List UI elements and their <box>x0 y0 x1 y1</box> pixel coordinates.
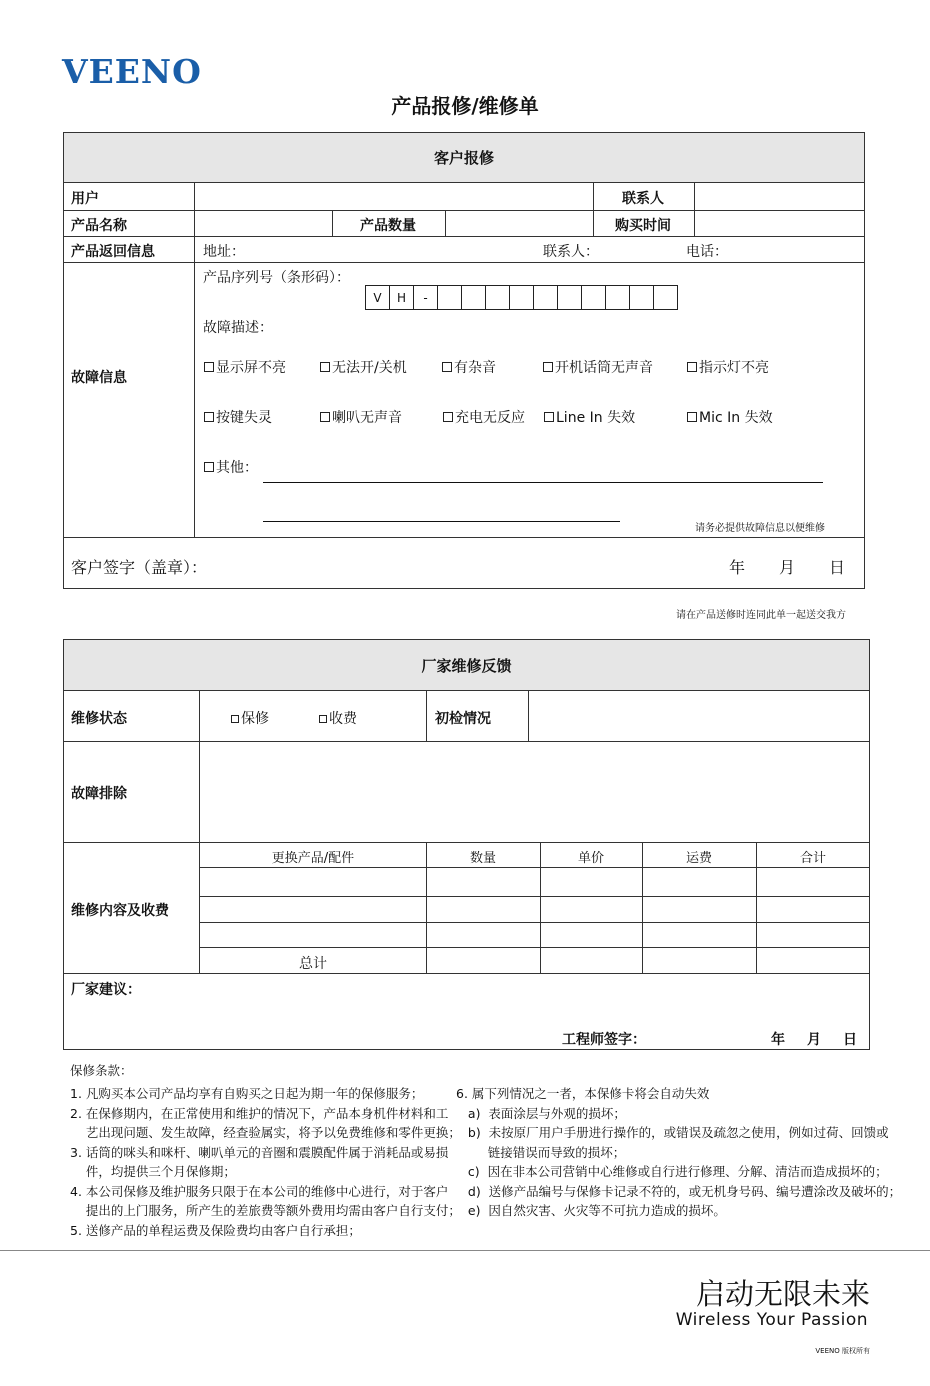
other-fault-line-1[interactable] <box>263 482 823 483</box>
fault-option-label: 喇叭无声音 <box>332 410 402 426</box>
col-shipping: 运费 <box>685 851 712 866</box>
fault-option-label: 其他： <box>216 460 258 476</box>
fault-option-label: Mic In 失效 <box>699 410 773 426</box>
content-fee-label: 维修内容及收费 <box>71 903 169 919</box>
terms-item: 链接错误而导致的损坏； <box>456 1144 626 1160</box>
factory-section-heading: 厂家维修反馈 <box>64 640 869 690</box>
checkbox-icon <box>319 715 327 723</box>
checkbox-icon <box>204 462 214 472</box>
fault-option-line-in[interactable] <box>544 407 635 427</box>
fault-option-label: 指示灯不亮 <box>699 360 769 376</box>
return-contact-label: 联系人： <box>543 244 599 260</box>
terms-item: 5. 送修产品的单程运费及保险费均由客户自行承担； <box>70 1222 361 1238</box>
fault-option-noise[interactable] <box>442 357 496 377</box>
contact-label: 联系人 <box>622 191 664 207</box>
sign-year: 年 <box>729 558 746 577</box>
contact-field[interactable] <box>696 184 864 209</box>
purchase-time-field[interactable] <box>696 212 864 235</box>
fault-info-label: 故障信息 <box>71 370 127 386</box>
fault-option-label: 充电无反应 <box>455 410 525 426</box>
footer-divider <box>0 1250 930 1251</box>
repair-status-label: 维修状态 <box>71 711 127 727</box>
engineer-month: 月 <box>807 1032 821 1048</box>
serial-box[interactable]: V <box>365 285 390 310</box>
initial-check-field[interactable] <box>530 692 868 740</box>
serial-box[interactable]: H <box>389 285 414 310</box>
serial-box[interactable]: - <box>413 285 438 310</box>
serial-box[interactable] <box>557 285 582 310</box>
engineer-sign-label: 工程师签字： <box>562 1032 646 1048</box>
terms-item: c) 因在非本公司营销中心维修或自行进行修理、分解、清洁而造成损坏的； <box>456 1164 888 1179</box>
fault-desc-label: 故障描述： <box>203 320 273 336</box>
terms-item: d) 送修产品编号与保修卡记录不符的，或无机身号码、编号遭涂改及破坏的； <box>456 1183 902 1199</box>
checkbox-icon <box>204 412 214 422</box>
fault-option-keys[interactable] <box>204 407 272 427</box>
fault-option-label: 有杂音 <box>454 360 496 376</box>
charge-option-label: 收费 <box>329 711 357 727</box>
user-label: 用户 <box>71 191 99 207</box>
terms-item: e) 因自然灾害、火灾等不可抗力造成的损坏。 <box>456 1203 726 1218</box>
purchase-time-label: 购买时间 <box>615 218 671 234</box>
checkbox-icon <box>687 362 697 372</box>
terms-item: 4. 本公司保修及维护服务只限于在本公司的维修中心进行，对于客户 <box>70 1183 449 1199</box>
footer-copyright: VEENO 版权所有 <box>815 1347 870 1355</box>
fault-option-other[interactable] <box>204 457 258 477</box>
suggestion-label: 厂家建议： <box>71 982 141 998</box>
engineer-day: 日 <box>843 1032 857 1048</box>
col-total: 合计 <box>799 851 826 866</box>
fault-option-label: 开机话筒无声音 <box>555 360 653 376</box>
fault-option-mic-silent[interactable] <box>543 357 653 377</box>
terms-item: 艺出现问题、发生故障，经查验属实，将予以免费维修和零件更换； <box>70 1125 461 1140</box>
warranty-option[interactable] <box>231 708 269 728</box>
footer-slogan: 启动无限未来 <box>695 1277 870 1311</box>
initial-check-label: 初检情况 <box>435 711 491 727</box>
sign-day: 日 <box>829 558 846 577</box>
engineer-year: 年 <box>771 1032 785 1048</box>
serial-box[interactable] <box>581 285 606 310</box>
checkbox-icon <box>204 362 214 372</box>
serial-box[interactable] <box>653 285 678 310</box>
other-fault-line-2[interactable] <box>263 521 620 522</box>
fault-option-mic-in[interactable] <box>687 407 773 427</box>
product-qty-field[interactable] <box>447 212 592 235</box>
user-field[interactable] <box>196 184 592 209</box>
fault-option-label: 显示屏不亮 <box>216 360 286 376</box>
terms-item: 提出的上门服务，所产生的差旅费等额外费用均需由客户自行支付； <box>70 1203 461 1218</box>
fault-option-screen[interactable] <box>204 357 286 377</box>
fault-option-charging[interactable] <box>443 407 525 427</box>
fault-note: 请务必提供故障信息以便维修 <box>695 523 825 534</box>
fault-option-label: Line In 失效 <box>556 410 636 426</box>
checkbox-icon <box>320 412 330 422</box>
serial-box[interactable] <box>605 285 630 310</box>
customer-signature-field[interactable] <box>230 540 710 586</box>
document-title: 产品报修/维修单 <box>391 94 539 118</box>
serial-box[interactable] <box>533 285 558 310</box>
terms-left <box>70 1084 461 1240</box>
terms-item: 3. 话筒的咪头和咪杆、喇叭单元的音圈和震膜配件属于消耗品或易损 <box>70 1144 449 1160</box>
serial-box[interactable] <box>437 285 462 310</box>
col-qty: 数量 <box>469 851 496 866</box>
serial-box[interactable] <box>461 285 486 310</box>
footer-slogan-en: Wireless Your Passion <box>675 1310 868 1330</box>
checkbox-icon <box>543 362 553 372</box>
fault-option-power[interactable] <box>320 357 407 377</box>
terms-item: b) 未按原厂用户手册进行操作的，或错误及疏忽之使用，例如过荷、回馈或 <box>456 1125 889 1140</box>
warranty-option-label: 保修 <box>241 711 269 727</box>
checkbox-icon <box>443 412 453 422</box>
terms-heading: 保修条款： <box>70 1063 133 1078</box>
troubleshoot-field[interactable] <box>201 743 868 841</box>
fault-option-label: 按键失灵 <box>216 410 272 426</box>
product-name-field[interactable] <box>196 212 331 235</box>
terms-item: a) 表面涂层与外观的损坏； <box>456 1105 626 1121</box>
checkbox-icon <box>687 412 697 422</box>
serial-label: 产品序列号（条形码）： <box>203 270 350 286</box>
charge-option[interactable] <box>319 708 357 728</box>
serial-number-boxes[interactable] <box>366 285 678 310</box>
checkbox-icon <box>320 362 330 372</box>
checkbox-icon <box>544 412 554 422</box>
fault-option-indicator[interactable] <box>687 357 769 377</box>
terms-item: 件，均提供三个月保修期； <box>70 1164 236 1179</box>
col-parts: 更换产品/配件 <box>271 851 355 866</box>
customer-signature-label: 客户签字（盖章）： <box>71 558 208 577</box>
serial-box[interactable] <box>509 285 534 310</box>
serial-box[interactable] <box>485 285 510 310</box>
serial-box[interactable] <box>629 285 654 310</box>
terms-item: 2. 在保修期内，在正常使用和维护的情况下，产品本身机件材料和工 <box>70 1105 449 1121</box>
checkbox-icon <box>231 715 239 723</box>
return-info-label: 产品返回信息 <box>71 244 155 260</box>
address-label: 地址： <box>203 244 245 260</box>
send-note: 请在产品送修时连同此单一起送交我方 <box>676 610 846 621</box>
fault-option-speaker[interactable] <box>320 407 402 427</box>
phone-label: 电话： <box>686 244 728 260</box>
sign-month: 月 <box>779 558 796 577</box>
terms-item: 1. 凡购买本公司产品均享有自购买之日起为期一年的保修服务； <box>70 1086 424 1101</box>
terms-item: 6. 属下列情况之一者，本保修卡将会自动失效 <box>456 1086 710 1101</box>
troubleshoot-label: 故障排除 <box>71 786 127 802</box>
checkbox-icon <box>442 362 452 372</box>
col-unit-price: 单价 <box>577 851 604 866</box>
customer-section-heading: 客户报修 <box>64 133 864 182</box>
product-qty-label: 产品数量 <box>360 218 416 234</box>
total-label: 总计 <box>299 956 327 972</box>
terms-right <box>456 1084 902 1221</box>
fault-option-label: 无法开/关机 <box>332 360 407 376</box>
brand-logo: VEENO <box>62 52 202 91</box>
product-name-label: 产品名称 <box>71 218 127 234</box>
